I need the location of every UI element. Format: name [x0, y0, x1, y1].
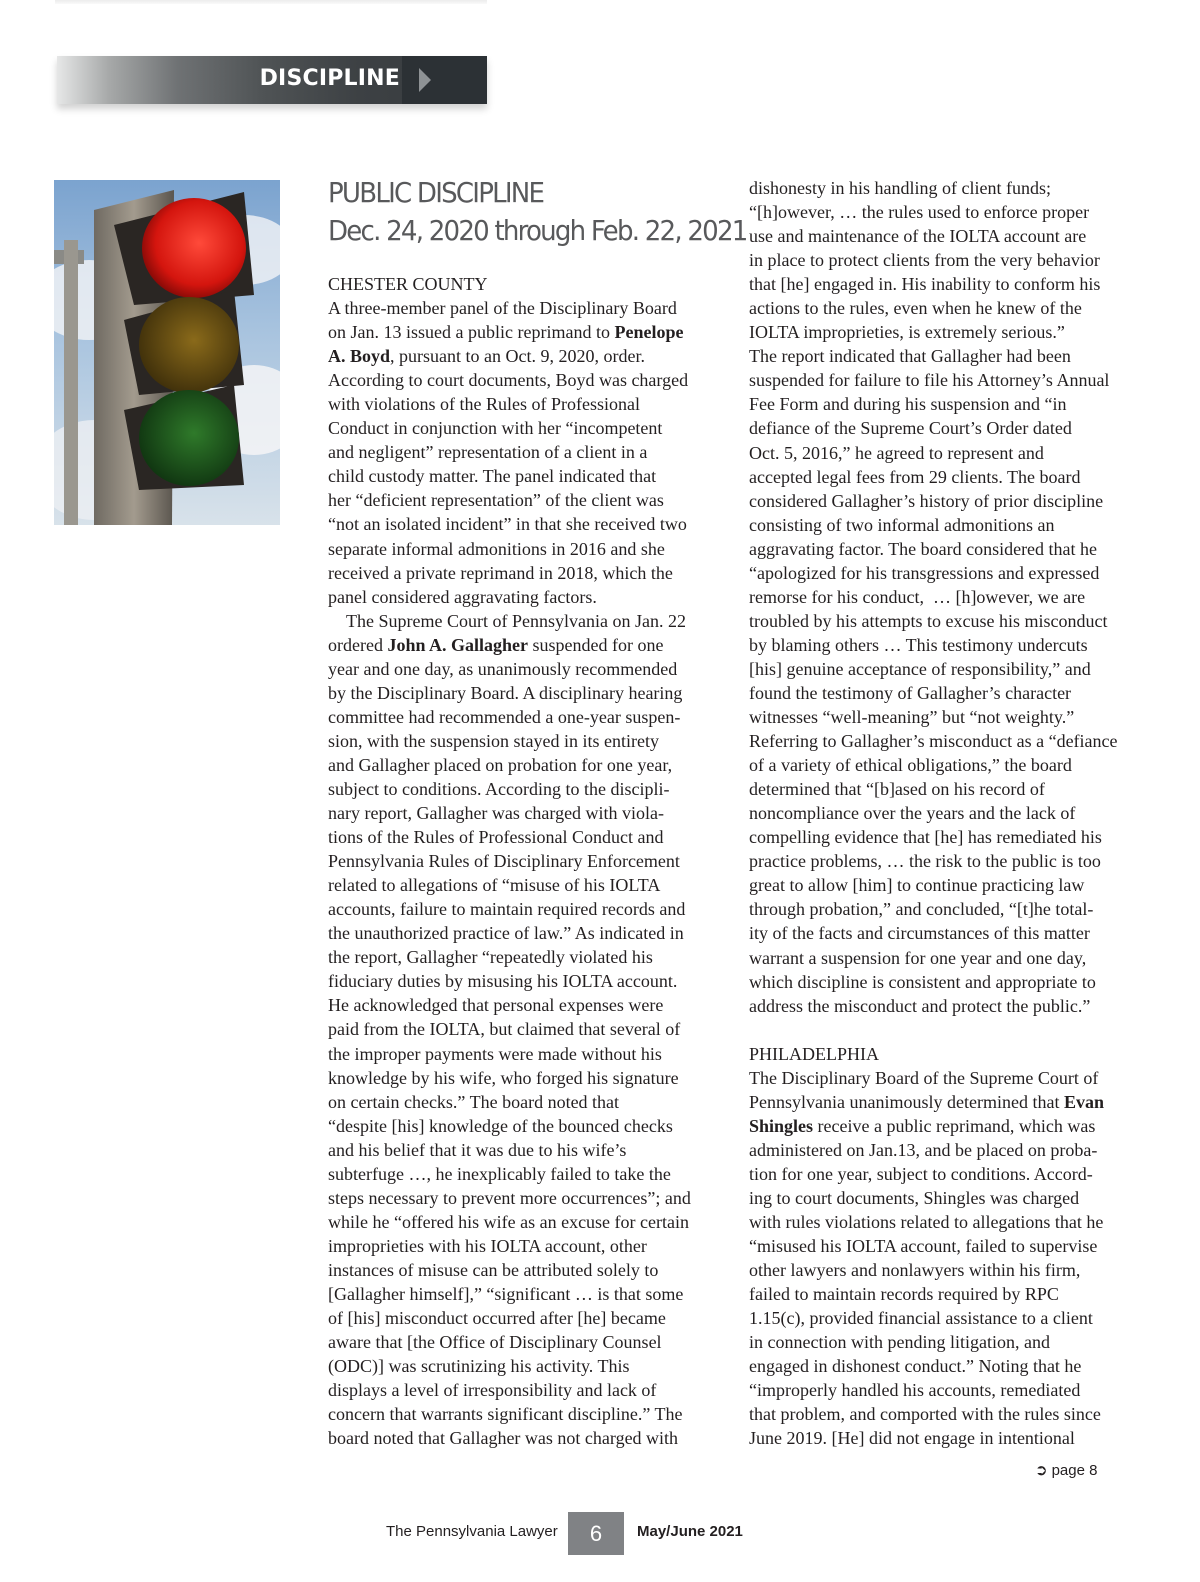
text-line: noncompliance over the years and the lack of: [749, 803, 1076, 824]
section-heading-chester: CHESTER COUNTY: [328, 274, 488, 294]
text-line: defiance of the Supreme Court’s Order dated: [749, 418, 1072, 439]
text-line: which discipline is consistent and appropriate to: [749, 971, 1096, 992]
text-line: [328, 320, 728, 344]
text-line: determined that “[b]ased on his record of: [749, 779, 1045, 800]
text-line: consisting of two informal admonitions an: [749, 514, 1055, 535]
text-line: great to allow [him] to continue practicing law: [749, 875, 1085, 896]
text-line: with violations of the Rules of Professional: [328, 394, 640, 415]
text-line: her “deficient representation” of the client was: [328, 490, 664, 511]
column-left: [328, 272, 728, 1450]
text-line: [749, 1090, 1149, 1114]
text-line: improprieties with his IOLTA account, other: [328, 1235, 647, 1256]
text-line: received a private reprimand in 2018, which the: [328, 562, 673, 583]
text-line: in connection with pending litigation, and: [749, 1332, 1050, 1353]
text-line: He acknowledged that personal expenses were: [328, 995, 664, 1016]
text-line: Referring to Gallagher’s misconduct as a “defiance: [749, 731, 1118, 752]
text-line: 1.15(c), provided financial assistance to a client: [749, 1308, 1093, 1329]
text-line: According to court documents, Boyd was charged: [328, 370, 689, 391]
text-fragment: , pursuant to an Oct. 9, 2020, order.: [390, 346, 645, 367]
text-line: use and maintenance of the IOLTA account are: [749, 226, 1087, 247]
text-line: “[h]owever, … the rules used to enforce proper: [749, 202, 1090, 223]
text-line: The report indicated that Gallagher had been: [749, 346, 1071, 367]
text-line: separate informal admonitions in 2016 and she: [328, 538, 665, 559]
paragraph-boyd: [328, 296, 728, 609]
text-line: the unauthorized practice of law.” As indicated in: [328, 923, 684, 944]
text-line: of [his] misconduct occurred after [he] became: [328, 1308, 666, 1329]
text-line: engaged in dishonest conduct.” Noting that he: [749, 1356, 1082, 1377]
person-name-gallagher: John A. Gallagher: [387, 634, 528, 655]
page-number: 6: [568, 1512, 624, 1555]
continued-page-label: page 8: [1051, 1462, 1098, 1479]
text-line: failed to maintain records required by RPC: [749, 1284, 1059, 1305]
text-line: “despite [his] knowledge of the bounced checks: [328, 1115, 673, 1136]
text-line: instances of misuse can be attributed solely to: [328, 1259, 659, 1280]
text-line: “apologized for his transgressions and expressed: [749, 562, 1100, 583]
text-line: [749, 1114, 1149, 1138]
text-fragment: Pennsylvania unanimously determined that: [749, 1091, 1064, 1112]
text-line: tion for one year, subject to conditions. Accord-: [749, 1163, 1093, 1184]
traffic-light-photo: [54, 180, 280, 525]
text-line: A three-member panel of the Disciplinary Board: [328, 298, 677, 319]
text-line: practice problems, … the risk to the public is too: [749, 851, 1101, 872]
text-line: The Supreme Court of Pennsylvania on Jan. 22: [328, 610, 686, 631]
text-line: (ODC)] was scrutinizing his activity. This: [328, 1356, 630, 1377]
text-line: remorse for his conduct, … [h]owever, we are: [749, 586, 1086, 607]
section-banner-label: DISCIPLINE: [259, 66, 400, 91]
text-line: nary report, Gallagher was charged with viola-: [328, 803, 665, 824]
text-line: through probation,” and concluded, “[t]he total-: [749, 899, 1094, 920]
text-line: ing to court documents, Shingles was charged: [749, 1187, 1080, 1208]
text-line: [328, 633, 728, 657]
text-line: while he “offered his wife as an excuse for certain: [328, 1211, 690, 1232]
person-name-boyd: Penelope: [614, 322, 684, 343]
curved-arrow-icon: ➲: [1035, 1462, 1048, 1479]
text-line: administered on Jan.13, and be placed on proba-: [749, 1139, 1098, 1160]
text-line: ity of the facts and circumstances of this matter: [749, 923, 1090, 944]
text-line: sion, with the suspension stayed in its entirety: [328, 730, 659, 751]
text-line: The Disciplinary Board of the Supreme Court of: [749, 1067, 1099, 1088]
text-line: and his belief that it was due to his wife’s: [328, 1139, 627, 1160]
section-banner: [57, 56, 487, 104]
top-rule: [55, 0, 487, 4]
person-name-boyd: A. Boyd: [328, 346, 391, 367]
text-line: IOLTA improprieties, is extremely serious.”: [749, 322, 1065, 343]
text-line: Fee Form and during his suspension and “in: [749, 394, 1067, 415]
arrow-right-icon: [419, 68, 431, 92]
text-line: and Gallagher placed on probation for one year,: [328, 754, 673, 775]
text-line: the improper payments were made without his: [328, 1043, 662, 1064]
text-line: on certain checks.” The board noted that: [328, 1091, 620, 1112]
text-fragment: receive a public reprimand, which was: [813, 1115, 1096, 1136]
text-line: [Gallagher himself],” “significant … is that some: [328, 1283, 684, 1304]
traffic-light-image: [54, 180, 280, 525]
text-line: fiduciary duties by misusing his IOLTA account.: [328, 971, 678, 992]
paragraph-shingles: [749, 1066, 1149, 1451]
text-line: other lawyers and nonlawyers within his firm,: [749, 1260, 1081, 1281]
section-heading-philadelphia: PHILADELPHIA: [749, 1043, 879, 1064]
text-line: and negligent” representation of a client in a: [328, 442, 648, 463]
text-line: committee had recommended a one-year suspen-: [328, 706, 681, 727]
text-line: with rules violations related to allegations that he: [749, 1211, 1104, 1232]
text-line: warrant a suspension for one year and one day,: [749, 947, 1087, 968]
text-line: witnesses “well-meaning” but “not weighty.”: [749, 707, 1075, 728]
person-name-shingles: Evan: [1063, 1091, 1104, 1112]
text-line: year and one day, as unanimously recommended: [328, 658, 678, 679]
text-line: by blaming others … This testimony undercuts: [749, 634, 1088, 655]
text-line: of a variety of ethical obligations,” the board: [749, 755, 1072, 776]
headline-title: PUBLIC DISCIPLINE: [328, 176, 544, 209]
continued-on-page-link[interactable]: [1035, 1461, 1097, 1479]
text-line: that problem, and comported with the rules since: [749, 1404, 1101, 1425]
text-line: in place to protect clients from the very behavior: [749, 250, 1100, 271]
text-line: paid from the IOLTA, but claimed that several of: [328, 1019, 681, 1040]
text-fragment: suspended for one: [528, 634, 664, 655]
text-line: aware that [the Office of Disciplinary Counsel: [328, 1332, 662, 1353]
headline-date-range: Dec. 24, 2020 through Feb. 22, 2021: [328, 214, 747, 247]
text-line: “misused his IOLTA account, failed to supervise: [749, 1236, 1098, 1257]
text-line: knowledge by his wife, who forged his signature: [328, 1067, 679, 1088]
text-fragment: ordered: [328, 634, 388, 655]
text-line: troubled by his attempts to excuse his misconduct: [749, 610, 1108, 631]
section-gap: [749, 1018, 1149, 1042]
text-line: accepted legal fees from 29 clients. The board: [749, 466, 1081, 487]
text-line: “not an isolated incident” in that she received two: [328, 514, 687, 535]
text-line: related to allegations of “misuse of his IOLTA: [328, 875, 661, 896]
text-line: dishonesty in his handling of client funds;: [749, 178, 1051, 198]
text-line: compelling evidence that [he] has remediated his: [749, 827, 1102, 848]
text-line: [his] genuine acceptance of responsibility,” and: [749, 658, 1091, 679]
text-line: address the misconduct and protect the public.”: [749, 995, 1091, 1016]
text-line: displays a level of irresponsibility and lack of: [328, 1380, 657, 1401]
text-line: [328, 344, 728, 368]
text-line: tions of the Rules of Professional Conduct and: [328, 827, 664, 848]
text-line: subject to conditions. According to the discipli-: [328, 778, 670, 799]
column-right: [749, 176, 1149, 1450]
text-line: board noted that Gallagher was not charged with: [328, 1428, 679, 1449]
text-line: suspended for failure to file his Attorney’s Annual: [749, 370, 1110, 391]
text-line: that [he] engaged in. His inability to conform his: [749, 274, 1101, 295]
text-line: found the testimony of Gallagher’s character: [749, 682, 1072, 703]
text-line: “improperly handled his accounts, remediated: [749, 1380, 1081, 1401]
text-line: Conduct in conjunction with her “incompetent: [328, 418, 663, 439]
text-line: by the Disciplinary Board. A disciplinary hearing: [328, 682, 683, 703]
text-line: accounts, failure to maintain required records and: [328, 899, 686, 920]
text-line: concern that warrants significant discipline.” The: [328, 1404, 683, 1425]
banner-arrow-box: [402, 56, 487, 104]
issue-date: May/June 2021: [637, 1523, 743, 1540]
text-line: June 2019. [He] did not engage in intentional: [749, 1428, 1075, 1449]
text-line: child custody matter. The panel indicated that: [328, 466, 657, 487]
text-line: Oct. 5, 2016,” he agreed to represent and: [749, 442, 1044, 463]
text-line: panel considered aggravating factors.: [328, 586, 597, 607]
text-line: Pennsylvania Rules of Disciplinary Enforcement: [328, 851, 680, 872]
text-line: the report, Gallagher “repeatedly violated his: [328, 947, 653, 968]
text-line: subterfuge …, he inexplicably failed to take the: [328, 1163, 671, 1184]
text-line: considered Gallagher’s history of prior discipline: [749, 490, 1104, 511]
text-line: actions to the rules, even when he knew of the: [749, 298, 1082, 319]
paragraph-gallagher: [328, 609, 728, 1451]
text-fragment: on Jan. 13 issued a public reprimand to: [328, 322, 615, 343]
text-line: steps necessary to prevent more occurrences”; and: [328, 1187, 691, 1208]
paragraph-gallagher-continued: [749, 176, 1149, 1018]
person-name-shingles: Shingles: [749, 1115, 814, 1136]
text-line: aggravating factor. The board considered that he: [749, 538, 1098, 559]
publication-name: The Pennsylvania Lawyer: [386, 1523, 558, 1540]
